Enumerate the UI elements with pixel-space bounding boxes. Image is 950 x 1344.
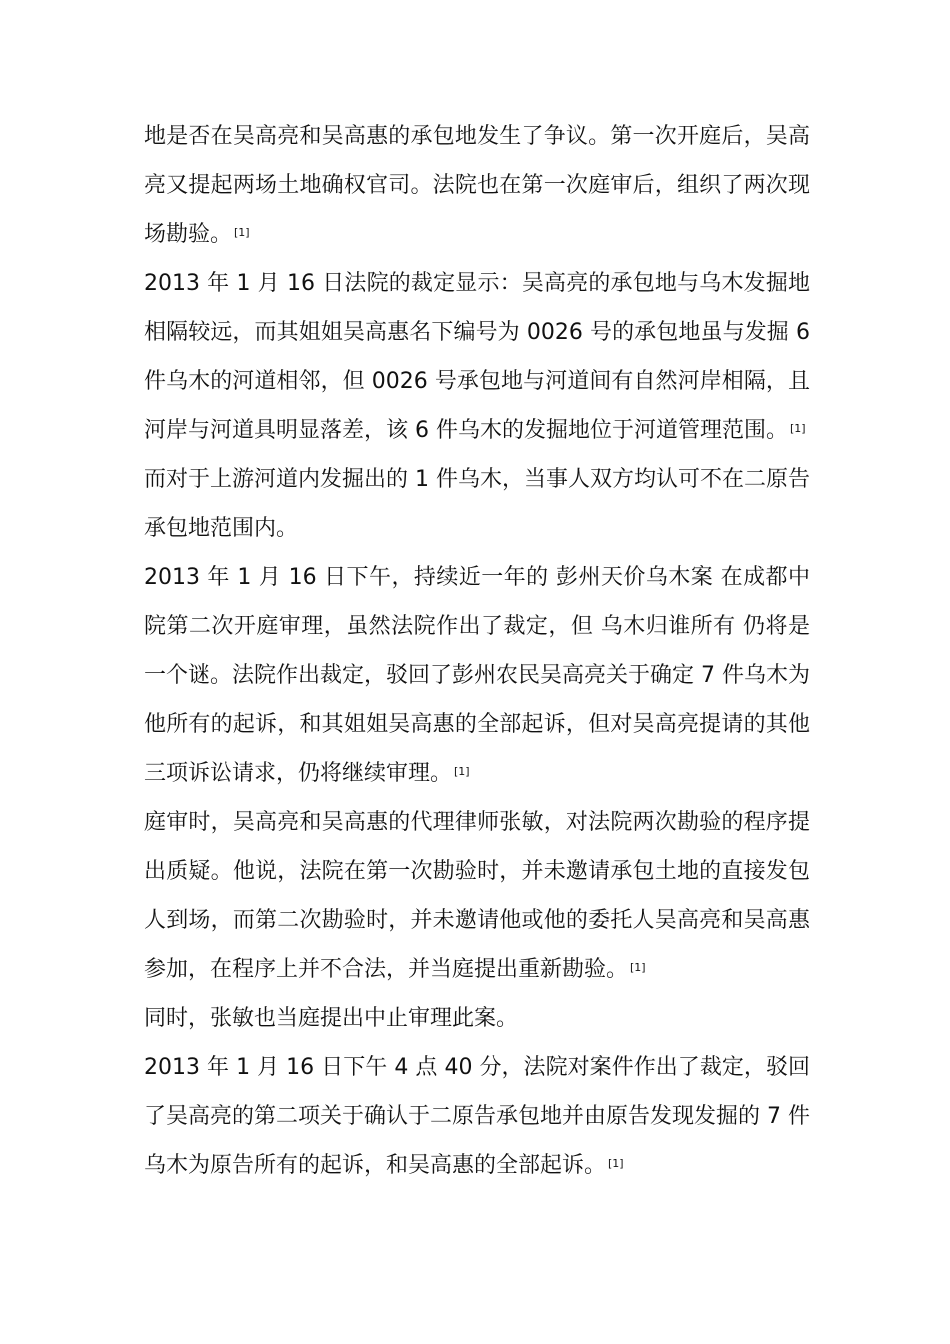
citation-mark[interactable]: [1] (234, 226, 250, 239)
citation-mark[interactable]: [1] (630, 961, 646, 974)
paragraph-5-text: 庭审时，吴高亮和吴高惠的代理律师张敏，对法院两次勘验的程序提出质疑。他说，法院在第一次勘验时，并未邀请承包土地的直接发包人到场，而第二次勘验时，并未邀请他或他的委托人吴高亮和吴高惠参加，在程序上并不合法，并当庭提出重新勘验。 (144, 810, 810, 982)
citation-mark[interactable]: [1] (790, 422, 806, 435)
paragraph-7 (144, 1043, 810, 1190)
paragraph-5 (144, 798, 810, 994)
paragraph-2-text: 2013 年 1 月 16 日法院的裁定显示：吴高亮的承包地与乌木发掘地相隔较远，而其姐姐吴高惠名下编号为 0026 号的承包地虽与发掘 6 件乌木的河道相邻，但 0026 号承包地与河道间有自然河岸相隔，且河岸与河道具明显落差，该 6 件乌木的发掘地位于河道管理范围。 (144, 271, 810, 443)
paragraph-2 (144, 259, 810, 455)
citation-mark[interactable]: [1] (454, 765, 470, 778)
paragraph-4 (144, 553, 810, 798)
paragraph-1 (144, 112, 810, 259)
paragraph-7-text: 2013 年 1 月 16 日下午 4 点 40 分，法院对案件作出了裁定，驳回了吴高亮的第二项关于确认于二原告承包地并由原告发现发掘的 7 件乌木为原告所有的起诉，和吴高惠的全部起诉。 (144, 1055, 810, 1178)
paragraph-3 (144, 455, 810, 553)
paragraph-1-text: 地是否在吴高亮和吴高惠的承包地发生了争议。第一次开庭后，吴高亮又提起两场土地确权官司。法院也在第一次庭审后，组织了两次现场勘验。 (144, 124, 810, 247)
paragraph-6 (144, 994, 810, 1043)
paragraph-4-text: 2013 年 1 月 16 日下午，持续近一年的 彭州天价乌木案 在成都中院第二次开庭审理，虽然法院作出了裁定，但 乌木归谁所有 仍将是一个谜。法院作出裁定，驳回了彭州农民吴高亮关于确定 7 件乌木为他所有的起诉，和其姐姐吴高惠的全部起诉，但对吴高亮提请的其他三项诉讼请求，仍将继续审理。 (144, 565, 810, 786)
paragraph-3-text: 而对于上游河道内发掘出的 1 件乌木，当事人双方均认可不在二原告承包地范围内。 (144, 467, 810, 541)
citation-mark[interactable]: [1] (608, 1157, 624, 1170)
document-body (144, 112, 810, 1190)
paragraph-6-text: 同时，张敏也当庭提出中止审理此案。 (144, 1006, 519, 1031)
